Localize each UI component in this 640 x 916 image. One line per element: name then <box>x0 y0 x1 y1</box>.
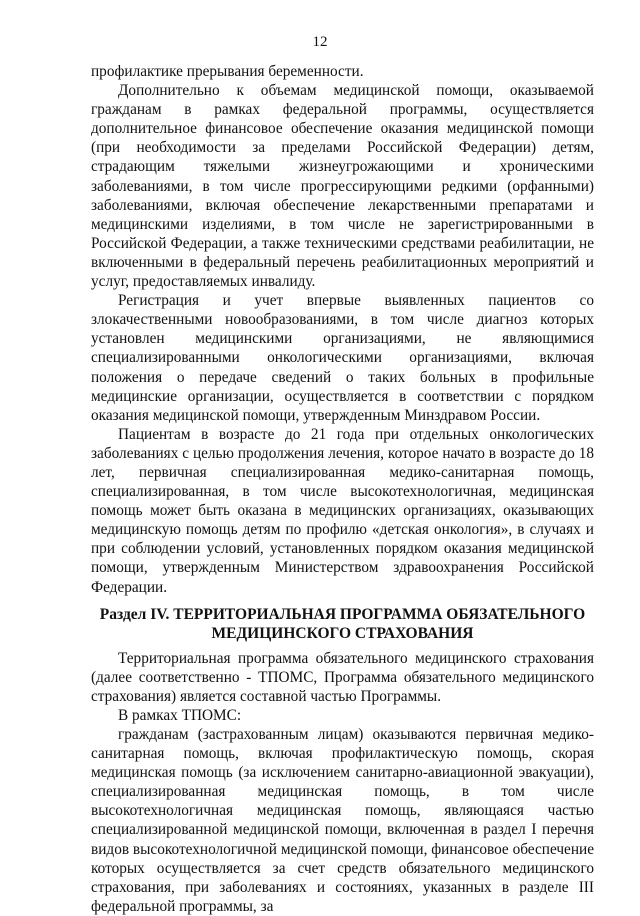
paragraph-patients-under-21: Пациентам в возрасте до 21 года при отдельных онкологических заболеваниях с целью продолжения лечения, которое начато в возрасте до 18 лет, первичная специализированная медико-санитарная помощь, специализированная, в том числе высокотехнологичная, медицинская помощь может быть оказана в медицинских организациях, оказывающих медицинскую помощь детям по профилю «детская онкология», в случаях и при соблюдении условий, установленных порядком оказания медицинской помощи, утвержденным Министерством здравоохранения Российской Федерации. <box>91 425 594 596</box>
paragraph-within-tpoms: В рамках ТПОМС: <box>118 706 242 724</box>
document-body <box>91 62 594 916</box>
section-title-line-1: Раздел IV. ТЕРРИТОРИАЛЬНАЯ ПРОГРАММА ОБЯЗАТЕЛЬНОГО <box>99 605 586 623</box>
paragraph-insured-citizens: гражданам (застрахованным лицам) оказываются первичная медико-санитарная помощь, включая профилактическую помощь, скорая медицинская помощь (за исключением санитарно-авиационной эвакуации), специализированная медицинская помощь, в том числе высокотехнологичная медицинская помощь, являющаяся частью специализированной медицинской помощи, включенная в раздел I перечня видов высокотехнологичной медицинской помощи, финансовое обеспечение которых осуществляется за счет средств обязательного медицинского страхования, при заболеваниях и состояниях, указанных в разделе III федеральной программы, за <box>91 726 594 915</box>
page-number: 12 <box>312 34 328 50</box>
section-title-line-2: МЕДИЦИНСКОГО СТРАХОВАНИЯ <box>211 624 474 642</box>
paragraph-tpoms-definition: Территориальная программа обязательного медицинского страхования (далее соответственно - ТПОМС, Программа обязательного медицинского страхования) является составной частью Программы. <box>91 649 594 705</box>
paragraph-cancer-registration: Регистрация и учет впервые выявленных пациентов со злокачественными новообразованиями, в том числе диагноз которых установлен медицинскими организациями, не являющимися специализированными онкологическими организациями, включая положения о передаче сведений о таких больных в профильные медицинские организации, осуществляется в соответствии с порядком оказания медицинской помощи, утвержденным Минздравом России. <box>91 292 594 424</box>
section-title <box>91 605 594 643</box>
paragraph-continuation: профилактике прерывания беременности. <box>91 63 364 80</box>
paragraph-additional-funding: Дополнительно к объемам медицинской помощи, оказываемой гражданам в рамках федеральной программы, осуществляется дополнительное финансовое обеспечение оказания медицинской помощи (при необходимости за пределами Российской Федерации) детям, страдающим тяжелыми жизнеугрожающими и хроническими заболеваниями, в том числе прогрессирующими редкими (орфанными) заболеваниями, включая обеспечение лекарственными препаратами и медицинскими изделиями, в том числе не зарегистрированными в Российской Федерации, а также техническими средствами реабилитации, не включенными в федеральный перечень реабилитационных мероприятий и услуг, предоставляемых инвалиду. <box>91 82 594 291</box>
